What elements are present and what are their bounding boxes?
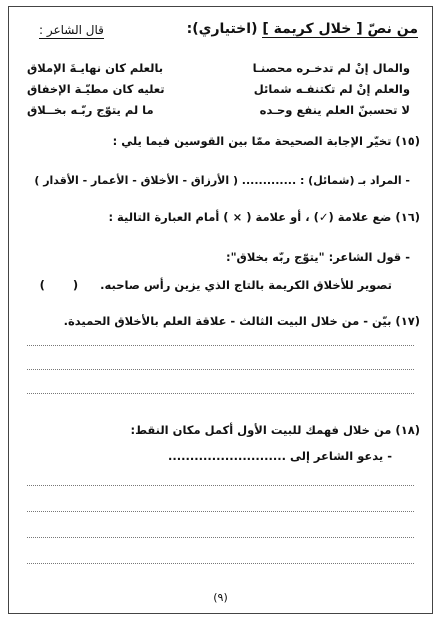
- q18-answer-line-4[interactable]: [27, 563, 414, 564]
- page-number: (٩): [213, 591, 228, 604]
- verse-3-left: ما لم يتوّج ربّـه بخــلاق: [27, 103, 154, 117]
- q17-answer-line-1[interactable]: [27, 345, 414, 346]
- q15-item: - المراد بـ (شمائل) : ............. ( الأرزاق - الأخلاق - الأعمار - الأقدار ): [34, 174, 410, 187]
- verse-1-left: بالعلم كان نهايـةَ الإملاق: [27, 61, 164, 75]
- q18-title: (١٨) من خلال فهمك للبيت الأول أكمل مكان النقط:: [130, 423, 420, 437]
- q16-quote: - قول الشاعر: "يتوّج ربّه بخلاق":: [225, 250, 410, 264]
- q17-title: (١٧) بيّن - من خلال البيت الثالث - علاقة العلم بالأخلاق الحميدة.: [63, 314, 420, 328]
- verse-1-right: والمال إنْ لم تدخـره محصنـا: [252, 61, 410, 75]
- exam-page: [8, 6, 433, 614]
- q17-answer-line-3[interactable]: [27, 393, 414, 394]
- q18-item: - يدعو الشاعر إلى ...........................: [168, 449, 392, 463]
- verse-2-right: والعلم إنْ لم تكتنفـه شمائل: [253, 82, 410, 96]
- q16-statement-row: [40, 278, 392, 292]
- section-title-main: من نصّ [ خلال كريمة ]: [262, 21, 418, 37]
- q17-answer-line-2[interactable]: [27, 369, 414, 370]
- q18-answer-line-3[interactable]: [27, 537, 414, 538]
- section-title-tag: (اختياري):: [186, 21, 258, 37]
- verse-2-left: تعليه كان مطيّـة الإخفاق: [27, 82, 165, 96]
- poet-label: قال الشاعر :: [39, 23, 104, 37]
- q16-statement: تصوير للأخلاق الكريمة بالتاج الذي يزين رأس صاحبه.: [100, 278, 392, 292]
- q15-title: (١٥) تخيّر الإجابة الصحيحة ممّا بين القوسين فيما يلي :: [112, 134, 420, 148]
- q18-answer-line-1[interactable]: [27, 485, 414, 486]
- section-title: [187, 21, 418, 37]
- q16-title: (١٦) ضع علامة (✓) ، أو علامة ( × ) أمام العبارة التالية :: [108, 210, 420, 224]
- verse-3-right: لا تحسبنّ العلم ينفع وحـده: [259, 103, 410, 117]
- q16-answer-box[interactable]: (): [39, 278, 79, 292]
- q18-answer-line-2[interactable]: [27, 511, 414, 512]
